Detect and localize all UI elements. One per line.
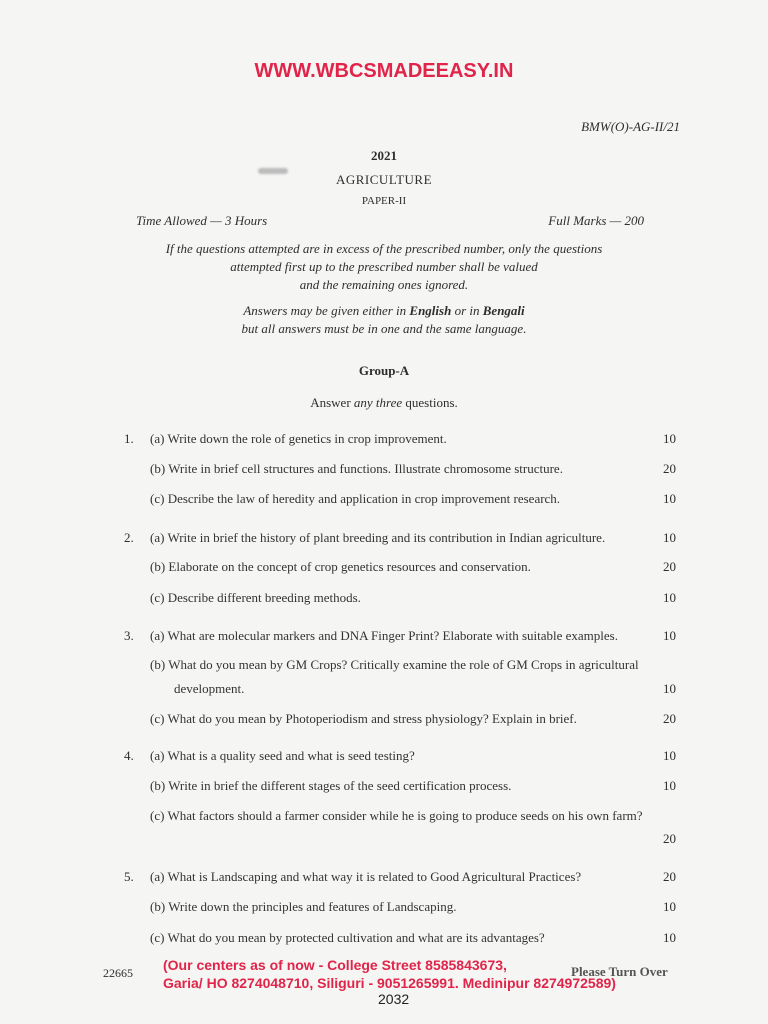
question-marks: 20: [663, 831, 676, 846]
question-marks: 10: [663, 681, 676, 696]
exam-year: 2021: [371, 148, 397, 163]
time-allowed: Time Allowed — 3 Hours: [136, 213, 268, 228]
instruction-line-2: attempted first up to the prescribed number shall be valued: [230, 259, 538, 274]
question-part: (c) What factors should a farmer consider while he is going to produce seeds on his own farm?: [150, 808, 643, 823]
group-heading: Group-A: [358, 363, 410, 378]
full-marks: Full Marks — 200: [548, 213, 644, 228]
answer-instruction: Answer any three questions.: [310, 395, 458, 410]
question-part: (a) What is a quality seed and what is seed testing?: [150, 748, 415, 763]
question-part: (b) Elaborate on the concept of crop genetics resources and conservation.: [150, 559, 531, 574]
turn-over-note: Please Turn Over: [571, 964, 668, 979]
question-marks: 10: [663, 930, 676, 945]
watermark-url[interactable]: WWW.WBCSMADEEASY.IN: [254, 60, 514, 82]
instruction-line-1: If the questions attempted are in excess of the prescribed number, only the questions: [165, 241, 603, 256]
language-instruction-2: but all answers must be in one and the same language.: [241, 321, 527, 336]
question-marks: 10: [663, 628, 676, 643]
question-part: (c) What do you mean by protected cultivation and what are its advantages?: [150, 930, 545, 945]
paper-serial-number: 22665: [103, 966, 133, 980]
subject-title: AGRICULTURE: [335, 172, 433, 187]
question-marks: 20: [663, 461, 676, 476]
question-part: (b) Write in brief cell structures and functions. Illustrate chromosome structure.: [150, 461, 563, 476]
centers-advertisement: (Our centers as of now - College Street 8585843673, Garia/ HO 8274048710, Siliguri - 9051265991. Medinipur 8274972589): [163, 957, 616, 991]
question-part: (b) Write down the principles and features of Landscaping.: [150, 899, 457, 914]
language-instruction-1: Answers may be given either in English or in Bengali: [243, 303, 525, 318]
question-number: 5.: [124, 869, 134, 884]
question-part: (b) What do you mean by GM Crops? Critically examine the role of GM Crops in agricultural: [150, 657, 639, 672]
question-number: 3.: [124, 628, 134, 643]
question-marks: 10: [663, 491, 676, 506]
question-part: (a) Write in brief the history of plant breeding and its contribution in Indian agriculture.: [150, 530, 606, 545]
question-part: (a) Write down the role of genetics in crop improvement.: [150, 431, 447, 446]
question-part: (a) What is Landscaping and what way it is related to Good Agricultural Practices?: [150, 869, 582, 884]
question-number: 4.: [124, 748, 134, 763]
question-number: 1.: [124, 431, 134, 446]
question-marks: 10: [663, 748, 676, 763]
question-part-continued: development.: [174, 681, 245, 696]
question-part: (b) Write in brief the different stages of the seed certification process.: [150, 778, 512, 793]
question-marks: 10: [663, 431, 676, 446]
question-part: (a) What are molecular markers and DNA Finger Print? Elaborate with suitable examples.: [150, 628, 618, 643]
paper-code: BMW(O)-AG-II/21: [581, 119, 680, 134]
question-number: 2.: [124, 530, 134, 545]
paper-title: PAPER-II: [361, 195, 407, 207]
question-marks: 20: [663, 869, 676, 884]
question-marks: 20: [663, 559, 676, 574]
instruction-line-3: and the remaining ones ignored.: [299, 277, 469, 292]
question-part: (c) Describe different breeding methods.: [150, 590, 361, 605]
question-marks: 10: [663, 590, 676, 605]
question-part: (c) Describe the law of heredity and application in crop improvement research.: [150, 491, 561, 506]
question-marks: 10: [663, 899, 676, 914]
question-part: (c) What do you mean by Photoperiodism and stress physiology? Explain in brief.: [150, 711, 577, 726]
question-marks: 10: [663, 530, 676, 545]
question-marks: 20: [663, 711, 676, 726]
question-marks: 10: [663, 778, 676, 793]
page-number: 2032: [378, 991, 410, 1007]
